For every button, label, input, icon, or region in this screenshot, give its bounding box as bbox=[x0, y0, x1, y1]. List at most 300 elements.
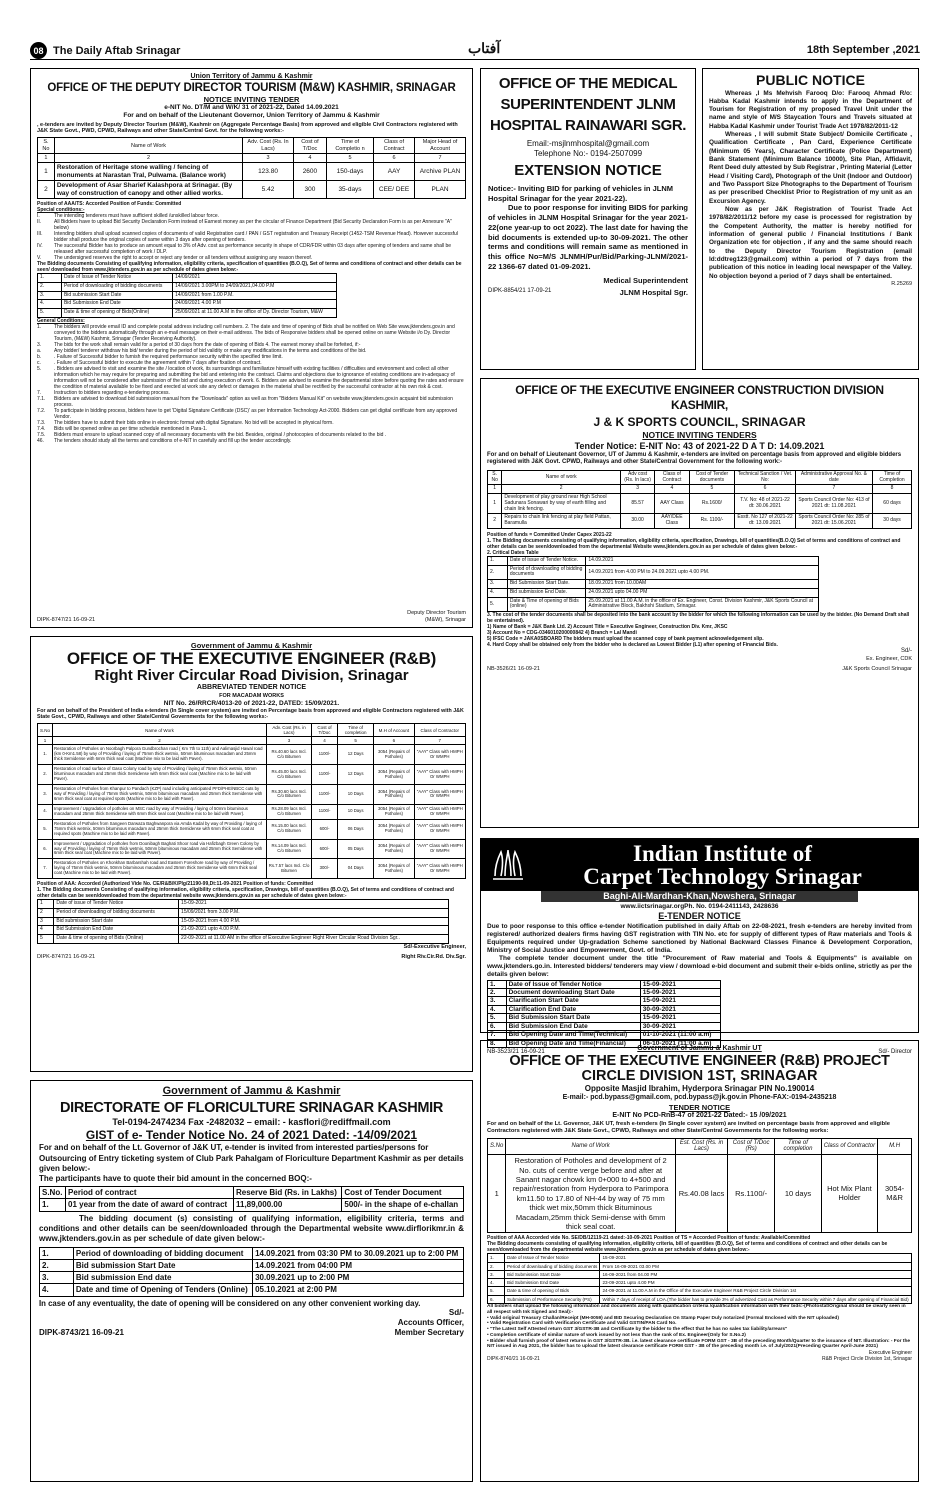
tourism-behalf: For and on behalf of the Lieutenant Governor, Union Territory of Jammu & Kashmir bbox=[123, 112, 380, 120]
rrcr-schedule-cell: 15-09-2021 bbox=[179, 900, 449, 909]
masthead bbox=[30, 42, 920, 60]
sports-col-number: 4 bbox=[655, 485, 689, 494]
rrcr-col-header: Name of Work bbox=[53, 723, 267, 736]
tourism-schedule-cell: 2. bbox=[38, 282, 62, 291]
rrcr-subtitle2: FOR MACADAM WORKS bbox=[219, 692, 284, 699]
tourism-col-number: 5 bbox=[326, 153, 373, 162]
project-note: • Valid original Treasury Challan/Receipt (MH-0059) and BID Securing Declaration On Stamp Paper Duly notarized (Formal Enclosed with the NIT uploaded) bbox=[487, 1315, 839, 1321]
rrcr-works-cell: 600/- bbox=[312, 819, 338, 839]
sports-tender-ad bbox=[480, 378, 919, 828]
project-works-table bbox=[487, 1138, 912, 1234]
rrcr-schedule-cell: 1 bbox=[38, 900, 54, 909]
tourism-general-condition-text: Bidders must ensure to upload scanned copy of all necessary documents with the bid. Besides, original / photocopies of documents related to the bid . bbox=[54, 431, 387, 438]
tourism-general-condition-text: . Failure of Successful bidder to execute the agreement within 7 days after fixation of contract. bbox=[54, 359, 262, 366]
rrcr-schedule-row bbox=[38, 935, 449, 944]
tourism-general-condition-num: 7.5. bbox=[37, 431, 46, 438]
flori-col-header: Period of contract bbox=[66, 1187, 234, 1199]
tourism-general-condition-text: To participate in bidding process, bidders have to get 'Digital Signature Certificate (DSC)' as per Information Technology Act-2000. Bidders can get digital certificate from any approved Vendor. bbox=[54, 407, 458, 420]
project-schedule-cell: From 16-09-2021 03.00 PM bbox=[600, 1262, 912, 1270]
flori-bid-cell: 11,89,000.00 bbox=[234, 1199, 342, 1211]
carpet-schedule-cell: 5. bbox=[488, 1014, 507, 1022]
project-schedule-cell: Submission of Performance Security (PS) bbox=[504, 1295, 600, 1303]
rrcr-works-cell: 600/- bbox=[312, 839, 338, 859]
carpet-schedule-row bbox=[488, 988, 721, 996]
project-works-cell: Hot Mix Plant Holder bbox=[821, 1155, 878, 1233]
project-schedule-cell: 2. bbox=[488, 1262, 505, 1270]
sports-position: Position of funds = Committed Under Capex 2021-22 bbox=[487, 531, 612, 538]
tourism-works-cell: 2600 bbox=[293, 163, 326, 181]
rrcr-works-cell: 3054 (Repairs of Potholes) bbox=[374, 859, 414, 879]
project-works-cell: 3054-M&R bbox=[878, 1155, 912, 1233]
sports-sign2: J&K Sports Council Srinagar bbox=[842, 665, 912, 672]
tourism-works-cell: AAY bbox=[374, 163, 415, 181]
medical-sign2: JLNM Hospital Sgr. bbox=[619, 287, 688, 297]
sports-schedule-cell: 25.09.2021 at 11.00 A.M. in the office of Ex. Engineer, Const. Division Kashmir, J&K Sports Council at Administrative Block, Bakhshi Stadium, Srinagar. bbox=[586, 597, 818, 612]
tourism-schedule-cell: Period of downloading of bidding documents bbox=[61, 282, 172, 291]
tourism-general-condition-num: b. bbox=[37, 353, 42, 360]
tourism-nit: e-NIT No. DT/M and W/K/ 31 of 2021-22, Dated 14.09.2021 bbox=[164, 104, 339, 112]
tourism-condition bbox=[37, 243, 466, 255]
project-position: Position of AAA Accorded vide No. SE/DB/12119-21 dated:-10-09-2021 Position of TS = Accorded Position of funds: Available/Committed bbox=[487, 1235, 811, 1242]
tourism-general-condition-num: 1. bbox=[37, 323, 42, 330]
rrcr-works-cell: Rs.40.60 lacs Incl. C/o Bitumen bbox=[267, 745, 312, 765]
rrcr-works-cell: 06 Days bbox=[338, 819, 374, 839]
sports-works-table bbox=[487, 470, 912, 529]
sports-schedule-row bbox=[488, 588, 819, 597]
rrcr-col-header: M.H of Account bbox=[374, 723, 414, 736]
sports-schedule-cell: 18.09.2021 from 10.00AM bbox=[586, 580, 818, 589]
tourism-dipk: DIPK-8747/21 16-09-21 bbox=[37, 617, 96, 624]
sports-schedule-cell: Bid Submission Start Date. bbox=[507, 580, 586, 589]
rrcr-works-cell: 1100/- bbox=[312, 785, 338, 805]
public-p1: Whereas ,I Ms Mehvish Farooq D/o: Farooq Ahmad R/o: Habba Kadal Kashmir intends to apply in the Department of Tourism for Registration of my proposed Travel Unit under the name and style of M/S Staycation Tours and Travels situated at Habba Kadal Kashmir under Tourist Trade Act 1978/82/2011-12 bbox=[709, 89, 912, 130]
carpet-schedule-cell: 6. bbox=[488, 1022, 507, 1030]
tourism-condition-num: III. bbox=[37, 231, 43, 238]
sports-schedule-cell: 2. bbox=[488, 565, 508, 580]
rrcr-works-cell: 05 Days bbox=[338, 839, 374, 859]
project-title1: OFFICE OF THE EXECUTIVE ENGINEER (R&B) PROJECT bbox=[509, 1052, 890, 1069]
carpet-schedule-row bbox=[488, 1022, 721, 1030]
flori-quote: The participants have to quote their bid amount in the concerned BOQ:- bbox=[39, 1174, 312, 1184]
rrcr-schedule-cell: Bid Submission End Date bbox=[54, 926, 179, 935]
sports-col-number: 3 bbox=[621, 485, 655, 494]
rrcr-schedule-cell: 3 bbox=[38, 917, 54, 926]
project-schedule-row bbox=[488, 1262, 912, 1270]
carpet-schedule-cell: 15-09-2021 bbox=[640, 997, 720, 1005]
tourism-schedule-cell: 5. bbox=[38, 309, 62, 318]
sports-title1: OFFICE OF THE EXECUTIVE ENGINEER CONSTRUCTION DIVISION KASHMIR, bbox=[515, 383, 884, 412]
carpet-schedule-cell: 30-09-2021 bbox=[640, 1022, 720, 1030]
carpet-title1: Indian Institute of bbox=[633, 841, 812, 866]
project-schedule-cell: 23-09-2021 upto 4.00 PM bbox=[600, 1279, 912, 1287]
tourism-general-condition-text: The bidders will provide email ID and complete postal address including cell numbers. 2. The date and time of opening of Bids shall be notified on Web Site www.jktenders.gov.in and conveyed to the bidders automatically through an e-mail message on their e-mail address. The bids of Responsive bidders shall be opened online on same Website i/o Dy. Director Tourism, (M&W) Kashmir, Srinagar (Tender Receiving Authority). bbox=[54, 323, 455, 342]
public-title: PUBLIC NOTICE bbox=[756, 72, 865, 88]
project-schedule-table bbox=[487, 1253, 912, 1304]
rrcr-intro: For and on behalf of the President of India e-tenders (In Single cover system) are invited on Percentage basis from approved and eligible Contractors registered with J&K State Govt., CPWD, Railways and other State/Central Governments for the following works:- bbox=[37, 707, 464, 721]
rrcr-works-table bbox=[37, 723, 466, 879]
tourism-works-cell: Archive PLAN bbox=[415, 163, 466, 181]
sports-schedule-cell: 1. bbox=[488, 556, 508, 565]
tourism-col-number: 3 bbox=[243, 153, 294, 162]
carpet-schedule-cell: 2. bbox=[488, 988, 507, 996]
carpet-schedule-cell: 30-09-2021 bbox=[640, 1005, 720, 1013]
sports-col-header: S. No bbox=[488, 470, 502, 485]
flori-schedule-cell: 1. bbox=[40, 1247, 74, 1259]
project-nit: E-NIT No PCD-RnB-47 of 2021-22 Dated:- 15 /09/2021 bbox=[612, 1112, 787, 1120]
tourism-schedule-cell: Bid submission Start Date bbox=[61, 291, 172, 300]
project-works-cell: Rs.1100/- bbox=[728, 1155, 775, 1233]
project-schedule-cell: Date & time of opening of Bids bbox=[504, 1287, 600, 1295]
sports-col-header: Administrative Approval No. & date bbox=[795, 470, 872, 485]
project-notes bbox=[487, 1304, 912, 1350]
sports-critical: 2. Critical Dates Table bbox=[487, 549, 539, 556]
tourism-general-condition bbox=[37, 408, 466, 420]
flori-schedule-row bbox=[40, 1272, 464, 1284]
medical-sign1: Medical Superintendent bbox=[603, 275, 688, 285]
tourism-subtitle: NOTICE INVITING TENDER bbox=[203, 94, 300, 104]
tourism-works-row bbox=[38, 163, 466, 181]
flori-sign2: Member Secretary bbox=[394, 1328, 464, 1338]
project-gov: Government of Jammu & Kashmir UT bbox=[637, 1045, 762, 1052]
rrcr-works-cell: 10 Days bbox=[338, 785, 374, 805]
carpet-schedule-cell: 7. bbox=[488, 1031, 507, 1039]
sports-works-row bbox=[488, 514, 912, 529]
carpet-logo-icon bbox=[489, 846, 527, 884]
sports-col-header: Class of Contract bbox=[655, 470, 689, 485]
rrcr-col-number: 7 bbox=[414, 737, 465, 745]
project-schedule-row bbox=[488, 1254, 912, 1262]
tourism-general-condition-text: The tenders should study all the terms and conditions of e-NIT in carefully and fill up the tender accordingly. bbox=[54, 437, 292, 444]
flori-schedule-cell: 3. bbox=[40, 1272, 74, 1284]
project-schedule-cell: 1. bbox=[488, 1254, 505, 1262]
tourism-col-header: Major Head of Account bbox=[415, 138, 466, 154]
medical-email: Email:-msjlnmhospital@gmail.com bbox=[526, 139, 650, 148]
tourism-col-number: 2 bbox=[54, 153, 242, 162]
public-ref: R.25269 bbox=[891, 281, 912, 288]
medical-title: OFFICE OF THE MEDICAL SUPERINTENDENT JLNM HOSPITAL RAINAWARI SGR. bbox=[489, 75, 687, 134]
tourism-general-condition bbox=[37, 396, 466, 408]
project-schedule-cell: 5. bbox=[488, 1287, 505, 1295]
project-col-header: Name of Work bbox=[506, 1138, 676, 1155]
tourism-schedule-row bbox=[38, 282, 337, 291]
rrcr-col-number: 2 bbox=[53, 737, 267, 745]
rrcr-title2: Right River Circular Road Division, Srinagar bbox=[94, 667, 409, 685]
sports-works-cell: 85.57 bbox=[621, 494, 655, 514]
tourism-tender-ad bbox=[30, 68, 473, 628]
sports-schedule-row bbox=[488, 556, 819, 565]
rrcr-works-cell: "AAY" Class with HMPH Or WMPH bbox=[414, 839, 465, 859]
tourism-works-row bbox=[38, 181, 466, 199]
flori-sd: Sd/- bbox=[448, 1308, 464, 1318]
sports-note: 3) Account No = CDG-0346010200000842 4) Branch = Lal Mandi bbox=[487, 630, 637, 637]
rrcr-works-cell: 1100/- bbox=[312, 804, 338, 819]
project-sign1: Executive Engineer bbox=[868, 1350, 912, 1356]
project-schedule-cell: 6. bbox=[488, 1295, 505, 1303]
flori-schedule-cell: 14.09.2021 from 03:30 PM to 30.09.2021 up to 2:00 PM bbox=[253, 1247, 464, 1259]
tourism-general-condition-num: a. bbox=[37, 347, 42, 354]
tourism-condition bbox=[37, 219, 466, 231]
sports-sd: Sd/- bbox=[900, 648, 912, 655]
project-works-cell: 10 days bbox=[775, 1155, 821, 1233]
project-col-header: Cost of T/Doc (Rs) bbox=[728, 1138, 775, 1155]
tourism-col-number: 1 bbox=[38, 153, 55, 162]
rrcr-works-cell: Restoration of Potholes from Khanpur to Pandach (KZP) road including anticipated PFD/PHE/NBCC cuts by way of Providing / laying of 75mm thick wetmix, 50mm bituminous macadam and 25mm thick Semidense with 6mm thick seal coat at required spots (Machine mix to be laid with Paver). bbox=[53, 785, 267, 805]
medical-body: Due to poor response for inviting BIDS for parking of vehicles in JLNM Hospital Srinagar for the year 2021-22(one year-up to oct 2022). The last date for having the bid documents is extended up-to 30-09-2021. The other terms and conditions will remain same as mentioned in this office No=M/S JLNMH/Pur/Bid/Parking-JLNM/2021-22 1366-67 dated 01-09-2021. bbox=[488, 203, 688, 271]
rrcr-works-cell: 04 Days bbox=[338, 859, 374, 879]
project-schedule-cell: Within 7 days of receipt of LOA.(The bidder has to provide 3% of advertized Cost as Performance Security within 7 days after opening of Financial Bid) bbox=[600, 1295, 912, 1303]
sports-works-cell: 30 days bbox=[873, 514, 912, 529]
rrcr-col-number: 5 bbox=[338, 737, 374, 745]
carpet-schedule-cell: 01-10-2021 (11:00 a.m) bbox=[640, 1031, 720, 1039]
rrcr-works-cell: "AAY" Class with HMPH Or WMPH bbox=[414, 745, 465, 765]
rrcr-works-cell: 3054 (Repairs of Potholes) bbox=[374, 785, 414, 805]
rrcr-works-cell: Rs.30.60 lacs Incl. C/o Bitumen bbox=[267, 785, 312, 805]
rrcr-col-header: Time of completion bbox=[338, 723, 374, 736]
tourism-condition bbox=[37, 231, 466, 243]
sports-col-header: Adv cost (Rs. In lacs) bbox=[621, 470, 655, 485]
flori-bid-row bbox=[40, 1199, 464, 1211]
rrcr-schedule-cell: 21-09-2021 upto 4.00 P.M. bbox=[179, 926, 449, 935]
page-number: 08 bbox=[30, 42, 47, 59]
project-schedule-cell: 16-09-2021 from 04.00 PM bbox=[600, 1270, 912, 1278]
sports-col-header: Time of Completion bbox=[873, 470, 912, 485]
rrcr-works-cell: 12 Days bbox=[338, 765, 374, 785]
tourism-works-cell: 150-days bbox=[326, 163, 373, 181]
carpet-schedule-cell: 3. bbox=[488, 997, 507, 1005]
tourism-general-condition-text: The bids for the work shall remain valid for a period of 30 days from the date of opening of Bids 4. The earnest money shall be forfeited, if:- bbox=[54, 341, 361, 348]
rrcr-col-header: Adv. Cost (Rs. in Lacs) bbox=[267, 723, 312, 736]
rrcr-works-cell: "AAY" Class with HMPH Or WMPH bbox=[414, 765, 465, 785]
sports-schedule-cell: 5. bbox=[488, 597, 508, 612]
sports-schedule-cell: 24.09.2021 upto 04.00 PM bbox=[586, 588, 818, 597]
tourism-works-cell: PLAN bbox=[415, 181, 466, 199]
rrcr-works-cell: 3054 (Repairs of Potholes) bbox=[374, 804, 414, 819]
carpet-schedule-row bbox=[488, 1005, 721, 1013]
project-schedule-cell: Bid Submission Start Date bbox=[504, 1270, 600, 1278]
sports-col-number: 5 bbox=[689, 485, 735, 494]
rrcr-works-cell: 6. bbox=[38, 839, 53, 859]
rrcr-sign2: Right Riv.Cir.Rd. Div.Sgr. bbox=[401, 953, 466, 960]
sports-schedule-table bbox=[487, 556, 819, 612]
project-note: • "The Latest Self Attested return GST 3/GSTR-3B and Certificate by the bidder to the effect that he has no sales tax liability/arrears" bbox=[487, 1327, 788, 1332]
sports-schedule-cell: 14.09.2021 bbox=[586, 556, 818, 565]
carpet-schedule-cell: Bid Submission End Date bbox=[506, 1022, 640, 1030]
carpet-schedule-cell: 06-10-2021 (11:00 a.m) bbox=[640, 1039, 720, 1047]
rrcr-schedule-table bbox=[37, 899, 449, 944]
flori-sign1: Accounts Officer, bbox=[397, 1318, 464, 1328]
flori-schedule-row bbox=[40, 1260, 464, 1272]
project-email: E-mail:- pcd.bypass@gmail.com, pcd.bypass@jk.gov.in Phone-FAX:-0194-2435218 bbox=[562, 1094, 837, 1102]
rrcr-schedule-cell: Period of downloading of bidding documents bbox=[54, 908, 179, 917]
flori-gov: Government of Jammu & Kashmir bbox=[162, 1085, 341, 1097]
sports-works-row bbox=[488, 494, 912, 514]
rrcr-schedule-cell: 22-09-2021 at 11.00 AM in the office of Executive Engineer Right River Circular Road Division Sgr.. bbox=[179, 935, 449, 944]
sports-works-cell: 60 days bbox=[873, 494, 912, 514]
sports-works-cell: Esstt. No 127 of 2021-22 dt: 13.09.2021 bbox=[735, 514, 795, 529]
sports-schedule-cell: Period of downloading of bidding documents bbox=[507, 565, 586, 580]
rrcr-dipk: DIPK-8747/21 16-09-21 bbox=[37, 953, 96, 960]
flori-schedule-cell: 05.10.2021 at 2:00 PM bbox=[253, 1284, 464, 1296]
project-schedule-cell: 15-09-2021 bbox=[600, 1254, 912, 1262]
tourism-general-condition-num: c. bbox=[37, 359, 41, 366]
tourism-works-cell: 2 bbox=[38, 181, 55, 199]
carpet-schedule-cell: 8. bbox=[488, 1039, 507, 1047]
tourism-general-condition-num: 7.1. bbox=[37, 395, 46, 402]
flori-title: DIRECTORATE OF FLORICULTURE SRINAGAR KASHMIR bbox=[59, 1099, 444, 1116]
tourism-docs: The Bidding documents Consisting of qualifying information, eligibility criteria, specification of quantities (B.O.Q), Set of terms and conditions of contract and other details can be seen/ downloaded from www.jktenders.gov.in as per schedule of dates given below:- bbox=[37, 261, 462, 274]
tourism-works-table bbox=[37, 137, 466, 199]
sports-works-cell: 2 bbox=[488, 514, 502, 529]
sports-col-number: 1 bbox=[488, 485, 502, 494]
carpet-schedule-row bbox=[488, 997, 721, 1005]
sports-note: 3. The cost of the tender documents shall be deposited into the bank account by the bidder for which the following information can be used by the bidder. (No Demand Draft shall be entertained). bbox=[487, 612, 910, 625]
rrcr-works-cell: "AAY" Class with HMPH Or WMPH bbox=[414, 804, 465, 819]
tourism-schedule-cell: 24/09/2021 4.00 P.M bbox=[173, 300, 337, 309]
carpet-schedule-cell: 15-09-2021 bbox=[640, 1014, 720, 1022]
rrcr-schedule-cell: 15-09-2021 from 4.00 P.M. bbox=[179, 917, 449, 926]
sports-works-cell: Rs.1600/ bbox=[689, 494, 735, 514]
rrcr-works-cell: 3054 (Repairs of Potholes) bbox=[374, 765, 414, 785]
rrcr-works-row bbox=[38, 745, 466, 765]
project-schedule-row bbox=[488, 1279, 912, 1287]
rrcr-col-header: Cost of T/Doc bbox=[312, 723, 338, 736]
tourism-general-condition-text: Instruction to bidders regarding e-tendering process. bbox=[54, 389, 170, 396]
tourism-schedule-table bbox=[37, 273, 337, 318]
project-schedule-cell: Period of downloading of bidding documents bbox=[504, 1262, 600, 1270]
rrcr-works-cell: Restoration of road surface of Gaso Colony road by way of Providing / laying of 75mm thick wetmix, 50mm bituminous macadam and 25mm thick Semidense with 6mm thick seal coat (Machine mix to be laid with Paver). bbox=[53, 765, 267, 785]
public-notice-ad bbox=[702, 68, 919, 370]
tourism-schedule-cell: 4. bbox=[38, 300, 62, 309]
tourism-schedule-cell: 25/09/2021 at 11.00 A.M in the office of Dy. Director Tourism, M&W bbox=[173, 309, 337, 318]
carpet-schedule-cell: Clarification End Date bbox=[506, 1005, 640, 1013]
rrcr-works-cell: 5. bbox=[38, 819, 53, 839]
newspaper-name: The Daily Aftab Srinagar bbox=[53, 44, 181, 57]
tourism-works-cell: CEE/ DEE bbox=[374, 181, 415, 199]
rrcr-schedule-row bbox=[38, 917, 449, 926]
project-schedule-cell: 3. bbox=[488, 1270, 505, 1278]
rrcr-col-header: Class of Contractor bbox=[414, 723, 465, 736]
tourism-general-condition-text: . Bidders are advised to visit and examine the site / location of work, its surroundings and familiarize himself with existing facilities / difficulties and environment and collect all other information which he may require for preparing and submitting the bid and entering into the contract. Claims and objections due to ignorance of existing conditions are in-adequacy of information will not be considered after submission of the bid and during execution of work. 6. Bidders are advised to examine the departmental store before quoting the rates and ensure the condition of material available to be fixed and erected at work site any defect or damages in the material shall be rectified by the successful contractor at his own risk & cost. bbox=[54, 365, 464, 390]
carpet-schedule-cell: 15-09-2021 bbox=[640, 988, 720, 996]
flori-schedule-table bbox=[39, 1247, 464, 1297]
sports-note: 5) IFSC Code = JAKA0SBOARD The bidders must upload the scanned copy of bank payment acknowledgement slip. bbox=[487, 636, 764, 643]
rrcr-nit: NIT No. 26/RRCR/4013-20 of 2021-22, DATED: 15/09/2021. bbox=[163, 699, 340, 707]
carpet-schedule-cell: Clarification Start Date bbox=[506, 997, 640, 1005]
project-sign2: R&B Project Circle Division 1st, Srinagar bbox=[821, 1356, 912, 1363]
rrcr-schedule-cell: 15/09/2021 from 3.00 P.M. bbox=[179, 908, 449, 917]
carpet-schedule-row bbox=[488, 1014, 721, 1022]
project-schedule-cell: 4. bbox=[488, 1279, 505, 1287]
rrcr-works-row bbox=[38, 785, 466, 805]
tourism-works-cell: 300 bbox=[293, 181, 326, 199]
carpet-schedule-cell: 4. bbox=[488, 1005, 507, 1013]
rrcr-works-cell: "AAY" Class with HMPH Or WMPH bbox=[414, 785, 465, 805]
newspaper-logo: آفتاب bbox=[468, 40, 501, 56]
public-p2: Whereas , I will submit State Subject/ Domicile Certificate , Qualification Certificate , Pan Card, Experience Certificate (Minimum 05 Years), Character Certificate (Police Department) Bank Statement (Minimum Balance 10000), Site Plan, Affidavit, Rent Deed duly attested by Sub Registrar , Printing Material (Letter Head / Visiting Card), Photograph of the Unit (Indoor and Outdoor) and Two Passport Size Photographs to the Department of Tourism as per prescribed Checklist Prior to Registration of my unit as an Excursion Agency. bbox=[709, 131, 912, 205]
rrcr-works-cell: 3054 (Repairs of Potholes) bbox=[374, 819, 414, 839]
tourism-condition-text: The undersigned reserves the right to accept or reject any tender or all tenders without assigning any reason thereof. bbox=[54, 255, 313, 262]
tourism-sign: Deputy Director Tourism (M&W), Srinagar bbox=[407, 610, 466, 624]
rrcr-works-cell: 300/- bbox=[312, 859, 338, 879]
flori-schedule-cell: Bid submission End date bbox=[73, 1272, 252, 1284]
sports-col-header: Technical Sanction / Vet. No: bbox=[735, 470, 795, 485]
flori-schedule-cell: 2. bbox=[40, 1260, 74, 1272]
tourism-schedule-cell: 1. bbox=[38, 274, 62, 283]
sports-schedule-row bbox=[488, 597, 819, 612]
tourism-schedule-cell: Bid Submission End Date bbox=[61, 300, 172, 309]
sports-nit: Tender Notice: E-NIT No: 43 of 2021-22 D A T D: 14.09.2021 bbox=[574, 440, 825, 451]
flori-intro: For and on behalf of the Lt. Governor of J&K UT, e-tender is invited from interested parties/persons for Outsourcing of Entry ticketing system of Club Park Pahalgam of Floriculture Department Kashmir as per details given below:- bbox=[39, 1143, 464, 1173]
tourism-title: OFFICE OF THE DEPUTY DIRECTOR TOURISM (M&W) KASHMIR, SRINAGAR bbox=[47, 81, 456, 94]
carpet-schedule-cell: Bid Submission Start Date bbox=[506, 1014, 640, 1022]
tourism-schedule-cell: 3. bbox=[38, 291, 62, 300]
sports-works-cell: Sports Council Order No: 413 of 2021 dt: 11.08.2021 bbox=[795, 494, 872, 514]
issue-date: 18th September ,2021 bbox=[806, 44, 920, 56]
sports-works-cell: Repairs to chain link fencing at play field Pattan, Baramulla bbox=[502, 514, 621, 529]
tourism-works-cell: Development of Asar Sharief Kalashpora at Srinagar. (By way of construction of canopy and other allied works. bbox=[54, 181, 242, 199]
project-schedule-cell: 24-09-2021 at 11.00 A.M in the Office of the Executive Engineer R&B Project Circle Division 1st bbox=[600, 1287, 912, 1295]
rrcr-works-cell: Rs.7.57 lacs Incl. C/o Bitumen bbox=[267, 859, 312, 879]
tourism-col-header: Time of Completio n bbox=[326, 138, 373, 154]
flori-schedule-cell: Period of downloading of bidding document bbox=[73, 1247, 252, 1259]
rrcr-col-number: 1 bbox=[38, 737, 53, 745]
tourism-col-header: Cost of T/Doc bbox=[293, 138, 326, 154]
rrcr-schedule-cell: Date of issue of Tender Notice bbox=[54, 900, 179, 909]
rrcr-schedule-cell: 2 bbox=[38, 908, 54, 917]
medical-notice-ad bbox=[480, 68, 696, 370]
carpet-address: Baghi-Ali-Mardhan-Khan,Nowshera, Srinagar bbox=[541, 891, 858, 902]
rrcr-works-cell: Restoration of Potholes on Khonkhan Barbarshah road and Eastern Foreshore road by way of Providing / laying of 75mm thick wetmix, 50mm bituminous macadam and 25mm thick Semidense with 6mm thick seal coat (Machine mix to be laid with Paver). bbox=[53, 859, 267, 879]
tourism-condition-num: I. bbox=[37, 213, 40, 220]
carpet-sign: Sd/- Director bbox=[878, 1049, 912, 1056]
tourism-general-condition-text: Bids will be opened online as per time schedule mentioned in Para-1. bbox=[54, 425, 208, 432]
sports-subtitle: NOTICE INVITING TENDERS bbox=[642, 430, 757, 440]
rrcr-schedule-cell: Date & time of opening of Bids (Online) bbox=[54, 935, 179, 944]
project-subtitle: TENDER NOTICE bbox=[668, 1102, 731, 1112]
rrcr-col-number: 6 bbox=[374, 737, 414, 745]
flori-col-header: S.No. bbox=[40, 1187, 66, 1199]
carpet-schedule-cell: Bid Opening Date and Time(Financial) bbox=[506, 1039, 640, 1047]
project-note: • Completion certificate of similar nature of work issued by not less than the rank of Ex. Engineer(Only for S.No.2) bbox=[487, 1332, 746, 1338]
flori-schedule-cell: Date and time of Opening of Tenders (Online) bbox=[73, 1284, 252, 1296]
project-address: Opposite Masjid Ibrahim, Hyderpora Srinagar PIN No.190014 bbox=[584, 1084, 815, 1094]
project-intro: For and on behalf of the Lt. Governor, J&K UT, fresh e-tenders (In Single cover system) are invited on percentage basis from approved and eligible Contractors registered with J&K State Govt., CPWD, Railways and other State/Central Governments for the following works: bbox=[487, 1121, 890, 1135]
rrcr-position: Position of AAA: Accorded (Authorized Vide No. CE/R&B/K/Plg/21190-99,Dt:11-09-2021 Position of funds: Committed bbox=[37, 881, 314, 888]
sports-title2: J & K SPORTS COUNCIL, SRINAGAR bbox=[593, 415, 806, 429]
project-note: • Bidder shall furnish proof of latest returns in GST 3/GSTR-3B. i.e. latest clearance certificate FORM GST - 3B of the preceding Month/Quarter to the issuance of NIT. Illustration: - For the NIT issued in Aug 2021, the bidder has to upload the latest clearance certificate FORM GST - 3B of the preceding month i.e. of July/2021(Preceding Quarter April-June 2021) bbox=[487, 1338, 911, 1350]
carpet-header bbox=[481, 839, 918, 891]
sports-col-header: Name of work bbox=[502, 470, 621, 485]
sports-schedule-cell: 3. bbox=[488, 580, 508, 589]
medical-notice: Notice:- Inviting BID for parking of vehicles in JLNM Hospital Srinagar for the year 2021-22). bbox=[488, 183, 674, 203]
tourism-condition-text: The intending tenderers must have sufficient skilled /unskilled labour force. bbox=[54, 213, 219, 220]
tourism-condition-text: All Bidders have to upload Bid Security Declaration Form instead of Earnest money as per the circular of Finance Department (Bid Security Declaration Form is as per Annexure "A" below) bbox=[54, 219, 452, 232]
tourism-col-number: 6 bbox=[374, 153, 415, 162]
tourism-works-cell: 123.80 bbox=[243, 163, 294, 181]
tourism-schedule-row bbox=[38, 309, 337, 318]
project-title2: CIRCLE DIVISION 1ST, SRINAGAR bbox=[581, 1067, 818, 1084]
rrcr-works-cell: Rs.28.09 lacs Incl. C/o Bitumen bbox=[267, 804, 312, 819]
sports-col-number: 6 bbox=[735, 485, 795, 494]
flori-schedule-cell: 30.09.2021 up to 2:00 PM bbox=[253, 1272, 464, 1284]
carpet-schedule-cell: 1. bbox=[488, 980, 507, 988]
tourism-col-header: S. No bbox=[38, 138, 55, 154]
rrcr-schedule-cell: Bid submission Start date bbox=[54, 917, 179, 926]
flori-bid-cell: 500/- in the shape of e-challan bbox=[342, 1199, 464, 1211]
tourism-general-conditions bbox=[37, 324, 466, 444]
sports-col-number: 7 bbox=[795, 485, 872, 494]
tourism-general-condition bbox=[37, 324, 466, 342]
